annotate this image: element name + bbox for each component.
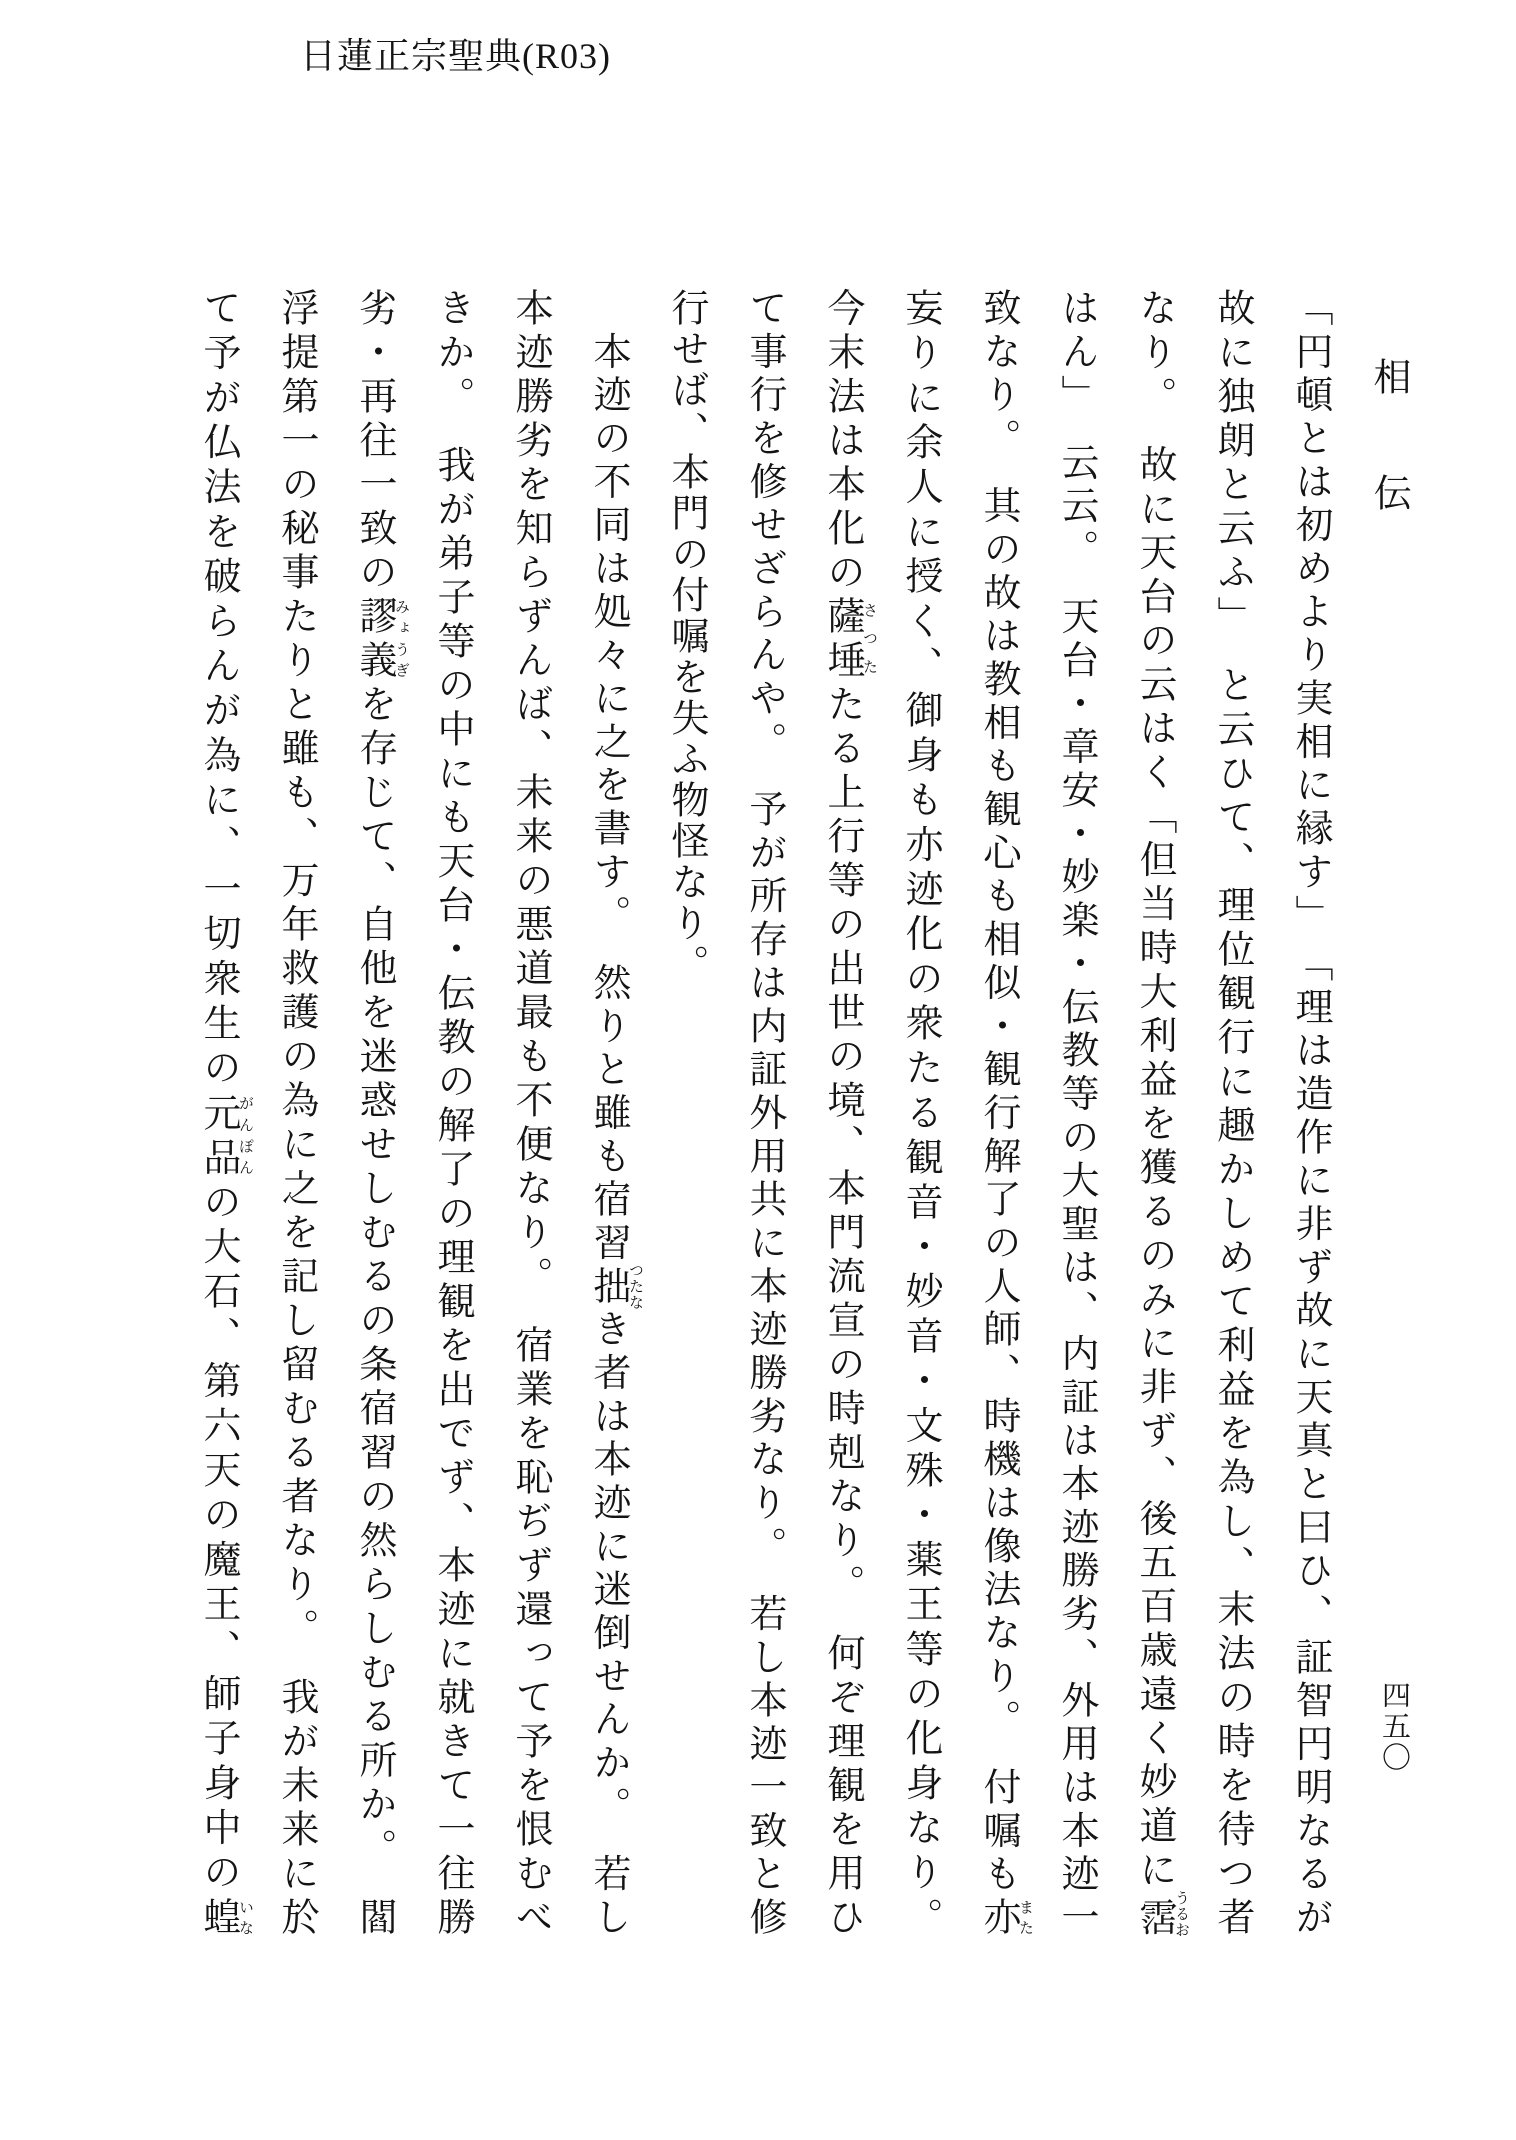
text-column: 今末法は本化の薩埵さつたたる上行等の出世の境、本門流宣の時剋なり。 何ぞ理観を用ひ [821, 288, 877, 1938]
ruby-annotated-word: 霑うるお [1133, 1890, 1189, 1938]
text-column: 故に独朗と云ふ」 と云ひて、理位観行に趣かしめて利益を為し、末法の時を待つ者 [1211, 288, 1253, 1938]
text-column: きか。 我が弟子等の中にも天台・伝教の解了の理観を出でず、本迹に就きて一往勝 [431, 288, 473, 1938]
furigana: さつた [861, 596, 877, 681]
text-column: て事行を修せざらんや。 予が所存は内証外用共に本迹勝劣なり。 若し本迹一致と修 [743, 288, 785, 1938]
text-column: 劣・再往一致の謬義みょうぎを存じて、自他を迷惑せしむるの条宿習の然らしむる所か。 閻 [353, 288, 409, 1938]
text-column: 行せば、本門の付嘱を失ふ物怪なり。 [665, 288, 707, 985]
text-column: 妄りに余人に授く、御身も亦迹化の衆たる観音・妙音・文殊・薬王等の化身なり。 [899, 288, 941, 1939]
furigana: うるお [1173, 1890, 1189, 1938]
ruby-annotated-word: 薩埵さつた [821, 596, 877, 684]
book-title-header: 日蓮正宗聖典(R03) [300, 36, 611, 76]
main-text [179, 288, 1349, 1948]
ruby-annotated-word: 元品がんぽん [197, 1092, 253, 1182]
ruby-annotated-word: 亦また [977, 1897, 1033, 1938]
text-column: て予が仏法を破らんが為に、一切衆生の元品がんぽんの大石、第六天の魔王、師子身中の蝗いな [197, 288, 253, 1939]
text-column: 本迹勝劣を知らずんば、未来の悪道最も不便なり。 宿業を恥ぢず還って予を恨むべ [509, 288, 551, 1938]
ruby-annotated-word: 謬義みょうぎ [353, 596, 409, 684]
text-column: 本迹の不同は処々に之を書す。 然りと雖も宿習拙つたなき者は本迹に迷倒せんか。 若し [587, 288, 643, 1939]
text-column: 致なり。 其の故は教相も観心も相似・観行解了の人師、時機は像法なり。 付嘱も亦また [977, 288, 1033, 1938]
page-number: 四五〇 [1378, 1680, 1410, 1773]
text-column: なり。 故に天台の云はく「但当時大利益を獲るのみに非ず、後五百歳遠く妙道に霑うるお [1133, 288, 1189, 1938]
section-title: 相伝 [1367, 357, 1409, 589]
ruby-annotated-word: 蝗いな [197, 1897, 253, 1939]
furigana: いな [237, 1897, 253, 1939]
text-column: はん」 云云。 天台・章安・妙楽・伝教等の大聖は、内証は本迹勝劣、外用は本迹一 [1055, 288, 1097, 1938]
ruby-annotated-word: 拙つたな [587, 1262, 643, 1311]
text-column: 「円頓とは初めより実相に縁す」 「理は造作に非ず故に天真と曰ひ、証智円明なるが [1289, 288, 1331, 1938]
furigana: がんぽん [237, 1092, 253, 1179]
furigana: また [1017, 1897, 1033, 1938]
furigana: つたな [627, 1262, 643, 1311]
furigana: みょうぎ [393, 596, 409, 681]
text-column: 浮提第一の秘事たりと雖も、万年救護の為に之を記し留むる者なり。 我が未来に於 [275, 288, 317, 1938]
